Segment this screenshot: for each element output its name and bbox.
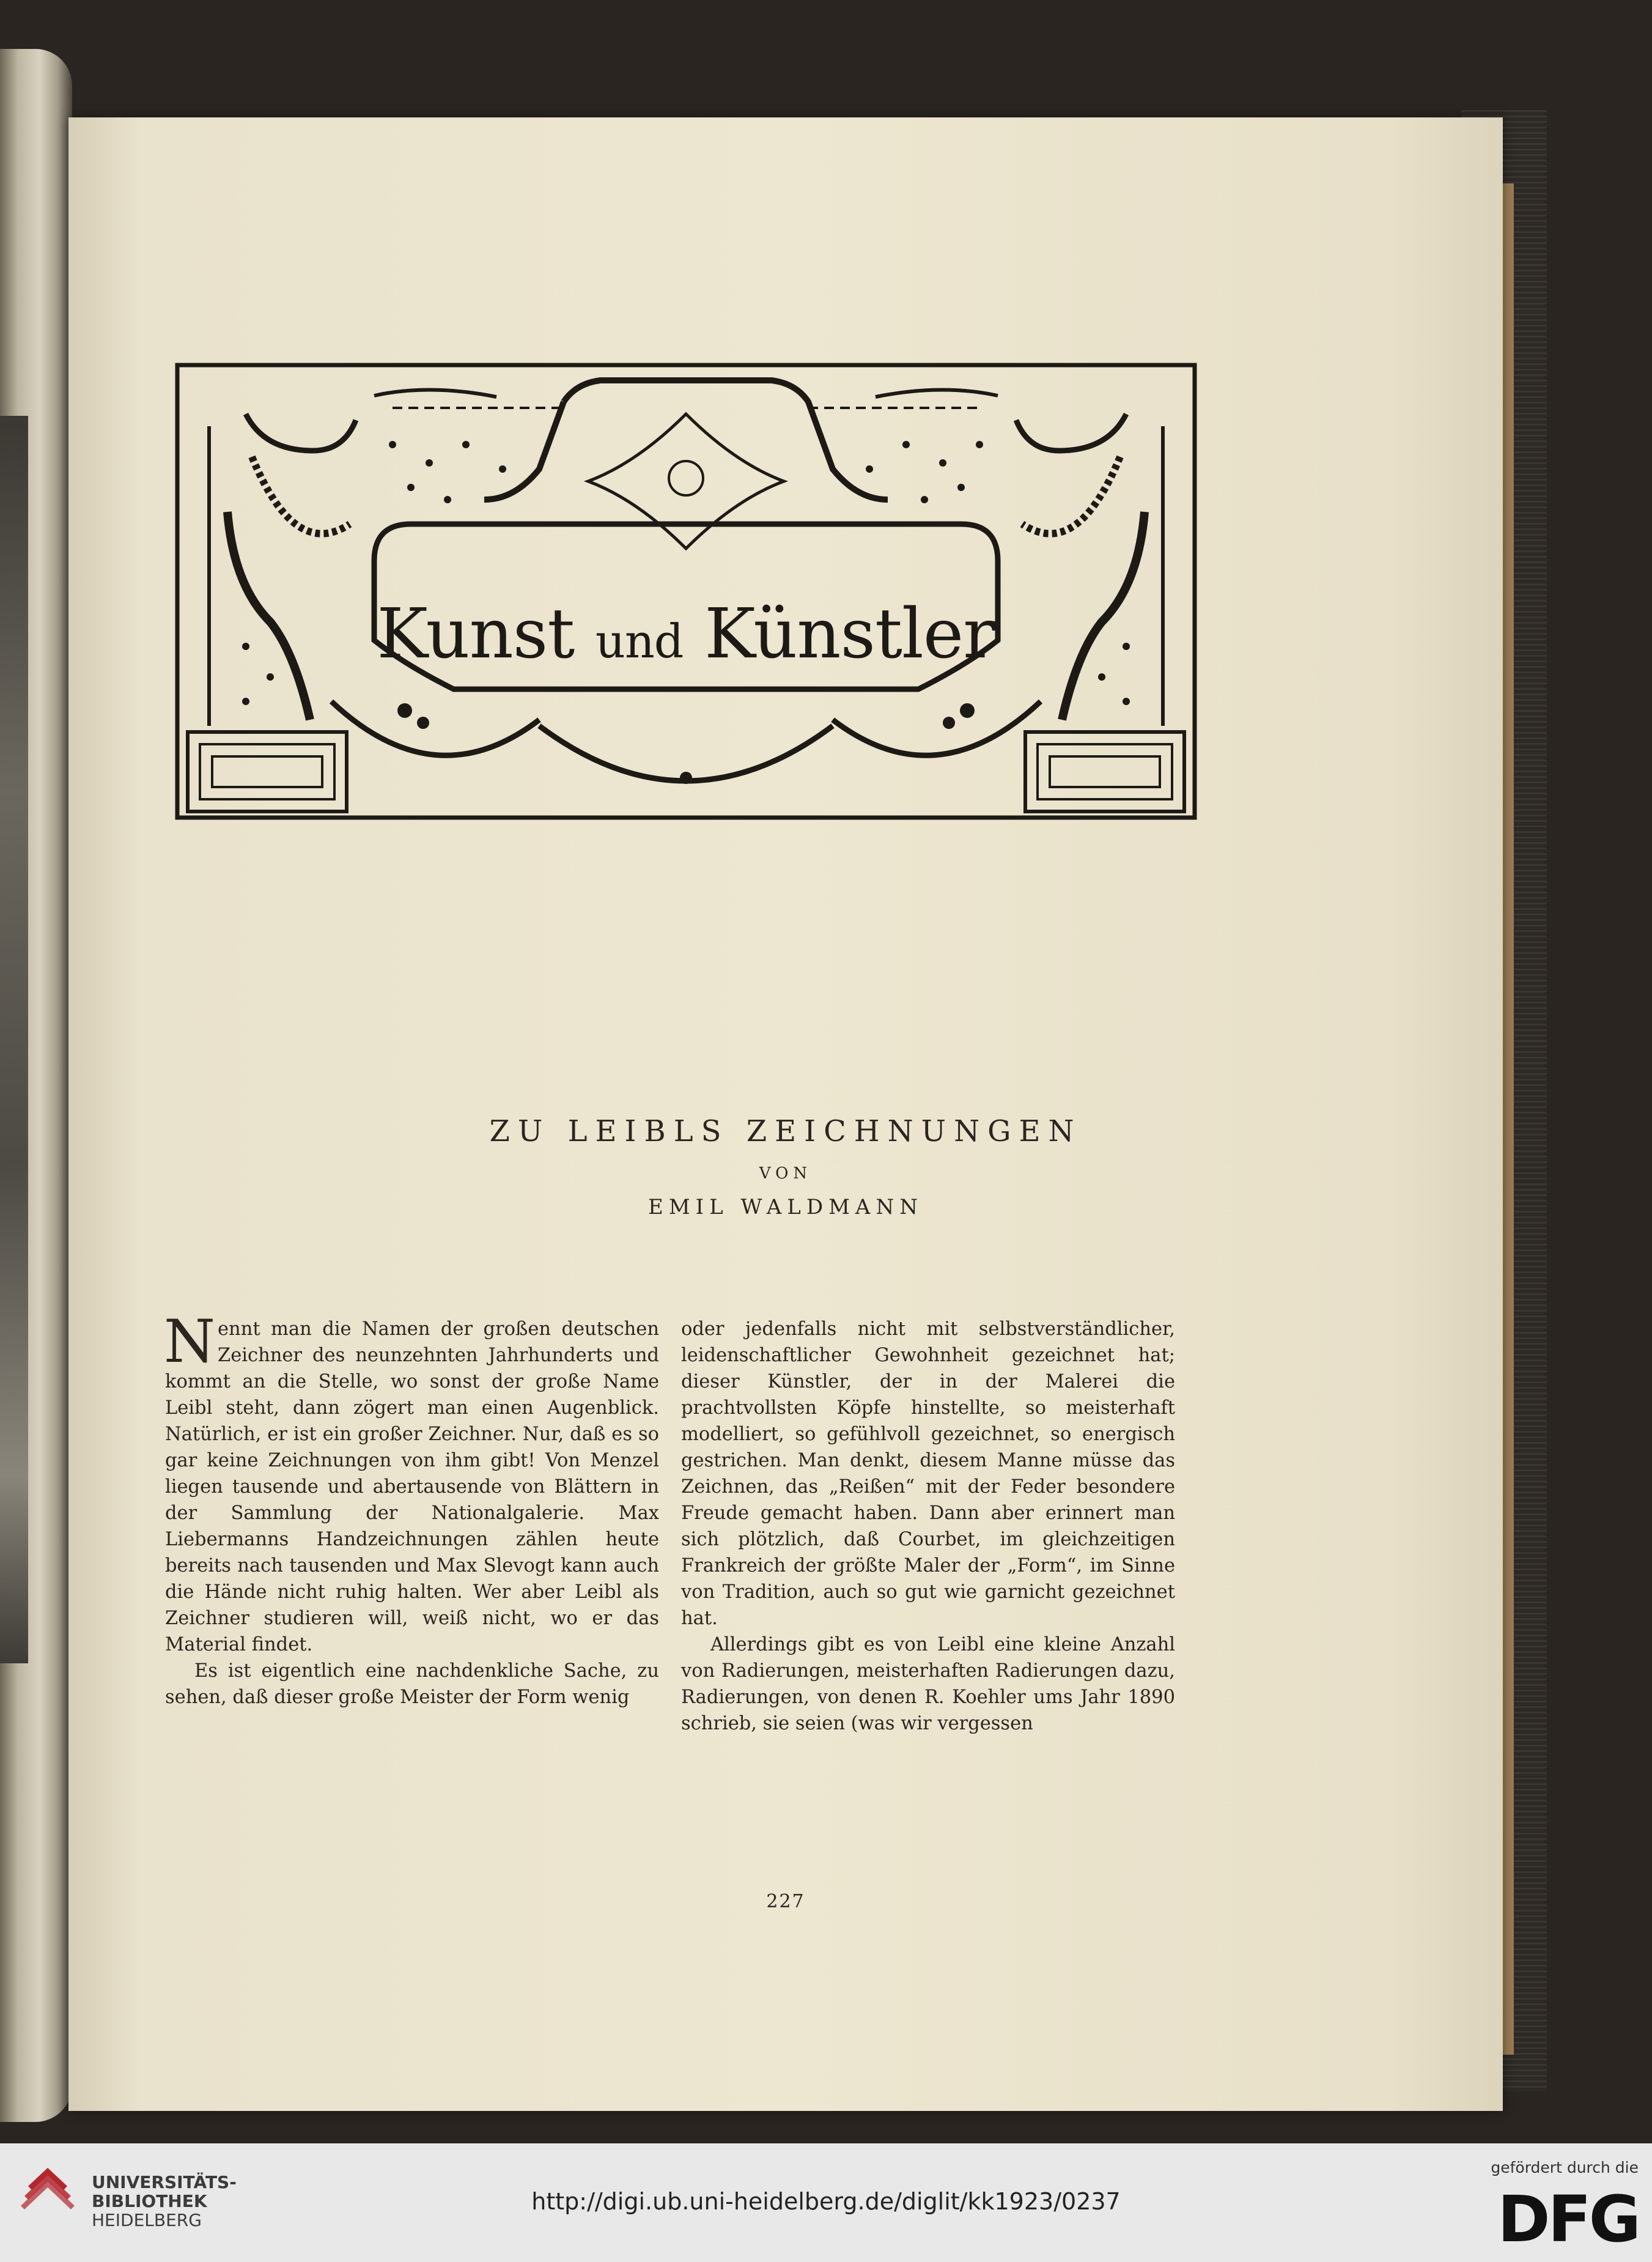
footer-bar <box>0 2143 1652 2262</box>
title-word-und: und <box>595 614 684 668</box>
page-number: 227 <box>766 1891 805 1912</box>
permalink-url[interactable]: http://digi.ub.uni-heidelberg.de/diglit/kk1923/0237 <box>531 2188 1121 2215</box>
text-column-left <box>164 1307 659 1710</box>
library-name-line-2: BIBLIOTHEK <box>92 2191 207 2211</box>
previous-page-image-strip <box>0 416 28 1663</box>
article-title: ZU LEIBLS ZEICHNUNGEN <box>489 1114 1082 1148</box>
magazine-title <box>172 594 1200 674</box>
text-column-right <box>681 1316 1175 1737</box>
book-page <box>68 117 1503 2111</box>
author-name: EMIL WALDMANN <box>648 1195 923 1219</box>
header-ornament <box>172 359 1200 824</box>
by-line: VON <box>759 1164 813 1183</box>
paragraph-text: ennt man die Namen der großen deutschen Zeichner des neunzehnten Jahrhunderts und kommt an die Stelle, wo sonst der große Name Leibl steht, dann zögert man einen Augenblick. Natürlich, er ist ein großer Zeichner. Nur, daß es so gar keine Zeichnungen von ihm gibt! Von Menzel liegen tausende und abertausende von Blättern in der Sammlung der Nationalgalerie. Max Liebermanns Handzeichnungen zählen heute bereits nach tausenden und Max Slevogt kann auch die Hände nicht ruhig halten. Wer aber Leibl als Zeichner studieren will, weiß nicht, wo er das Material findet. <box>165 1318 659 1655</box>
dfg-logo: DFG <box>1497 2182 1639 2256</box>
paragraph <box>164 1307 659 1658</box>
library-name-line-1: UNIVERSITÄTS- <box>92 2172 237 2192</box>
library-name-line-3: HEIDELBERG <box>92 2210 202 2230</box>
paragraph: oder jedenfalls nicht mit selbstverständlicher, leidenschaftlicher Gewohnheit gezeichnet hat; dieser Künstler, der in der Malerei die prachtvollsten Köpfe hinstellte, so meisterhaft modelliert, so gefühlvoll gezeichnet, so energisch gestrichen. Man denkt, diesem Manne müsse das Zeichnen, das „Reißen“ mit der Feder besondere Freude gemacht haben. Dann aber erinnert man sich plötzlich, daß Courbet, im gleichzeitigen Frankreich der größte Maler der „Form“, im Sinne von Tradition, auch so gut wie garnicht gezeichnet hat. <box>681 1318 1175 1629</box>
paragraph: Es ist eigentlich eine nachdenkliche Sache, zu sehen, daß dieser große Meister der Form wenig <box>165 1660 659 1708</box>
title-word-kunst: Kunst <box>377 594 575 674</box>
drop-cap: N <box>164 1307 215 1376</box>
ornament-drawing <box>172 359 1200 824</box>
title-word-kuenstler: Künstler <box>704 594 995 674</box>
paragraph: Allerdings gibt es von Leibl eine kleine Anzahl von Radierungen, meisterhaften Radierungen dazu, Radierungen, von denen R. Koehler ums Jahr 1890 schrieb, sie seien (was wir vergessen <box>681 1634 1175 1734</box>
funding-label: gefördert durch die <box>1491 2159 1639 2176</box>
